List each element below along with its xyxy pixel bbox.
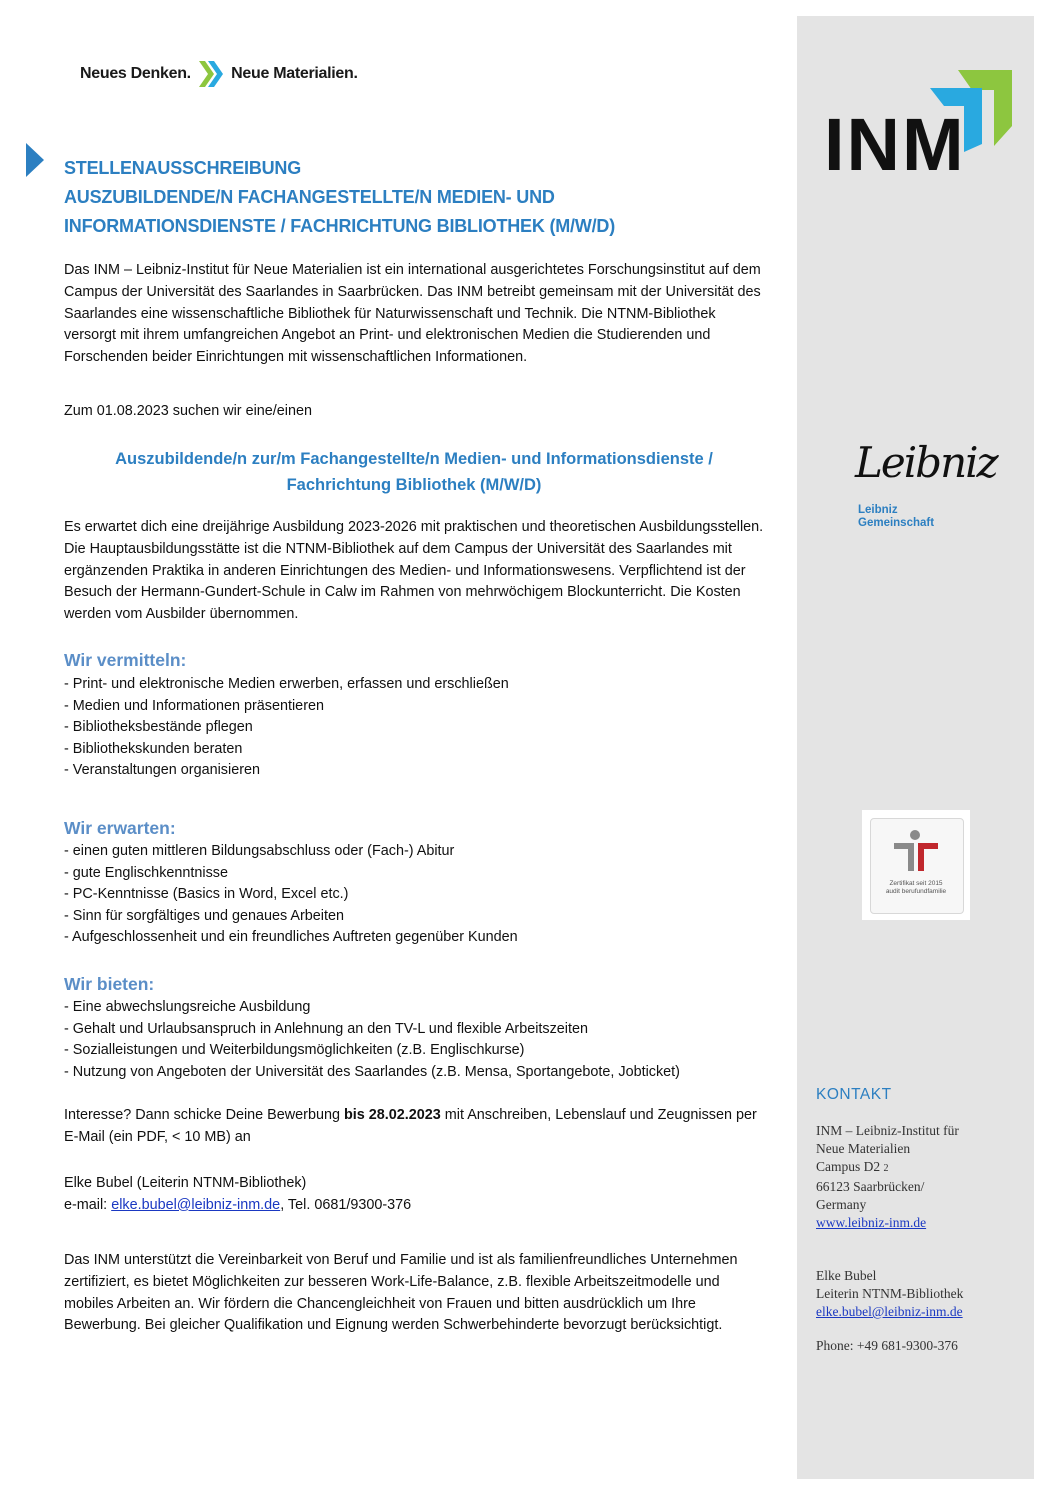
vermitteln-list [64, 674, 509, 782]
section-title-erwarten: Wir erwarten: [64, 818, 176, 838]
list-item: - Nutzung von Angeboten der Universität des Saarlandes (z.B. Mensa, Sportangebote, Jobticket) [64, 1063, 680, 1080]
heading-arrow-icon [26, 143, 46, 177]
kontakt-title: KONTAKT [816, 1086, 892, 1103]
sidebar-person [816, 1267, 963, 1321]
section-title-bieten: Wir bieten: [64, 974, 155, 994]
email-link[interactable]: elke.bubel@leibniz-inm.de [111, 1196, 281, 1213]
org-campus-number: 2 [883, 1163, 889, 1174]
tagline [80, 60, 358, 88]
list-item: - Bibliotheksbestände pflegen [64, 719, 253, 736]
org-campus: Campus D2 [816, 1159, 881, 1174]
date-line: Zum 01.08.2023 suchen wir eine/einen [64, 403, 312, 419]
leibniz-logo [855, 438, 997, 538]
certificate-caption-line-2: audit berufundfamilie [885, 888, 947, 895]
sidebar-person-role: Leiterin NTNM-Bibliothek [816, 1286, 964, 1301]
inm-logo-text: INM [824, 103, 966, 186]
page-title [64, 154, 615, 241]
title-line-1: STELLENAUSSCHREIBUNG [64, 158, 302, 178]
certificate-caption-line-1: Zertifikat seit 2015 [889, 880, 943, 887]
subheading-line-2: Fachrichtung Bibliothek (M/W/D) [286, 476, 542, 494]
website-link[interactable]: www.leibniz-inm.de [816, 1215, 927, 1230]
closing-paragraph: Das INM unterstützt die Vereinbarkeit von Beruf und Familie und ist als familienfreundliches Unternehmen zertifiziert, es bietet Möglichkeiten zur besseren Work-Life-Balance, z.B. flexible Arbeitszeitmodelle und mobiles Arbeiten an. Wir fördern die Chancengleichheit von Frauen und bitten ausdrücklich um Ihre Bewerbung. Bei gleicher Qualifikation und Eignung werden Schwerbehinderte bevorzugt berücksichtigt. [64, 1252, 738, 1334]
org-line-3 [816, 1158, 959, 1178]
list-item: - Sozialleistungen und Weiterbildungsmöglichkeiten (z.B. Englischkurse) [64, 1042, 525, 1059]
application-text-before: Interesse? Dann schicke Deine Bewerbung [64, 1107, 344, 1123]
tagline-right: Neue Materialien. [231, 65, 358, 82]
audit-certificate-badge [862, 810, 970, 920]
intro-paragraph: Das INM – Leibniz-Institut für Neue Materialien ist ein international ausgerichtetes Forschungsinstitut auf dem Campus der Universität des Saarlandes in Saarbrücken. Das INM betreibt gemeinsam mit der Universität des Saarlandes eine wissenschaftliche Bibliothek für Naturwissenschaft und Technik. Die NTNM-Bibliothek versorgt mit ihrem umfangreichen Angebot an Print- und elektronischen Medien die Studierenden und Forschenden beider Einrichtungen mit wissenschaftlichen Informationen. [64, 262, 761, 366]
list-item: - gute Englischkenntnisse [64, 864, 228, 881]
section-title-vermitteln: Wir vermitteln: [64, 650, 187, 670]
list-item: - Eine abwechslungsreiche Ausbildung [64, 999, 311, 1015]
contact-line [64, 1195, 411, 1217]
phone-text: , Tel. 0681/9300-376 [280, 1196, 412, 1213]
leibniz-caption-line-1: Leibniz [858, 504, 898, 516]
org-line-4: 66123 Saarbrücken/ [816, 1179, 925, 1194]
contact-block [64, 1173, 411, 1217]
leibniz-caption-line-2: Gemeinschaft [858, 517, 935, 529]
position-subheading [64, 446, 764, 498]
org-line-2: Neue Materialien [816, 1141, 911, 1156]
list-item: - einen guten mittleren Bildungsabschluss oder (Fach-) Abitur [64, 843, 455, 859]
org-line-1: INM – Leibniz-Institut für [816, 1123, 959, 1138]
application-text-after: mit Anschreiben, Lebenslauf und Zeugnissen per E-Mail (ein PDF, < 10 MB) an [64, 1107, 757, 1145]
sidebar-person-name: Elke Bubel [816, 1268, 877, 1283]
subheading-line-1: Auszubildende/n zur/m Fachangestellte/n Medien- und Informationsdienste / [115, 450, 713, 468]
list-item: - Aufgeschlossenheit und ein freundliches Auftreten gegenüber Kunden [64, 929, 518, 946]
list-item: - Print- und elektronische Medien erwerben, erfassen und erschließen [64, 676, 509, 692]
org-line-5: Germany [816, 1197, 867, 1212]
application-deadline: bis 28.02.2023 [343, 1107, 441, 1123]
leibniz-signature: Leibniz [855, 438, 997, 487]
sidebar-phone: Phone: +49 681-9300-376 [816, 1338, 958, 1353]
email-label: e-mail: [64, 1196, 112, 1213]
list-item: - PC-Kenntnisse (Basics in Word, Excel etc.) [64, 886, 349, 903]
org-address [816, 1122, 959, 1232]
list-item: - Medien und Informationen präsentieren [64, 697, 324, 714]
application-paragraph [64, 1105, 764, 1149]
list-item: - Sinn für sorgfältiges und genaues Arbeiten [64, 907, 344, 924]
title-line-3: INFORMATIONSDIENSTE / FACHRICHTUNG BIBLIOTHEK (M/W/D) [64, 216, 616, 236]
erwarten-list [64, 841, 518, 949]
tagline-left: Neues Denken. [80, 65, 191, 82]
bieten-list [64, 997, 680, 1083]
sidebar-email-link[interactable]: elke.bubel@leibniz-inm.de [816, 1304, 963, 1319]
list-item: - Gehalt und Urlaubsanspruch in Anlehnung an den TV-L und flexible Arbeitszeiten [64, 1020, 589, 1037]
list-item: - Bibliothekskunden beraten [64, 740, 243, 757]
double-arrow-icon [197, 60, 225, 88]
leibniz-caption [858, 504, 934, 530]
description-paragraph: Es erwartet dich eine dreijährige Ausbildung 2023-2026 mit praktischen und theoretischen Ausbildungsstellen. Die Hauptausbildungsstätte ist die NTNM-Bibliothek auf dem Campus der Universität des Saarlandes mit ergänzenden Praktika in anderen Einrichtungen des Medien- und Informationswesens. Verpflichtend ist der Besuch der Hermann-Gundert-Schule in Calw im Rahmen von mehrwöchigem Blockunterricht. Die Kosten werden vom Ausbilder übernommen. [64, 519, 764, 623]
sidebar-panel [797, 16, 1034, 1479]
audit-logo-icon [892, 828, 942, 874]
list-item: - Veranstaltungen organisieren [64, 762, 261, 779]
certificate-caption [874, 880, 958, 896]
contact-name: Elke Bubel (Leiterin NTNM-Bibliothek) [64, 1175, 307, 1191]
title-line-2: AUSZUBILDENDE/N FACHANGESTELLTE/N MEDIEN- UND [64, 187, 555, 207]
